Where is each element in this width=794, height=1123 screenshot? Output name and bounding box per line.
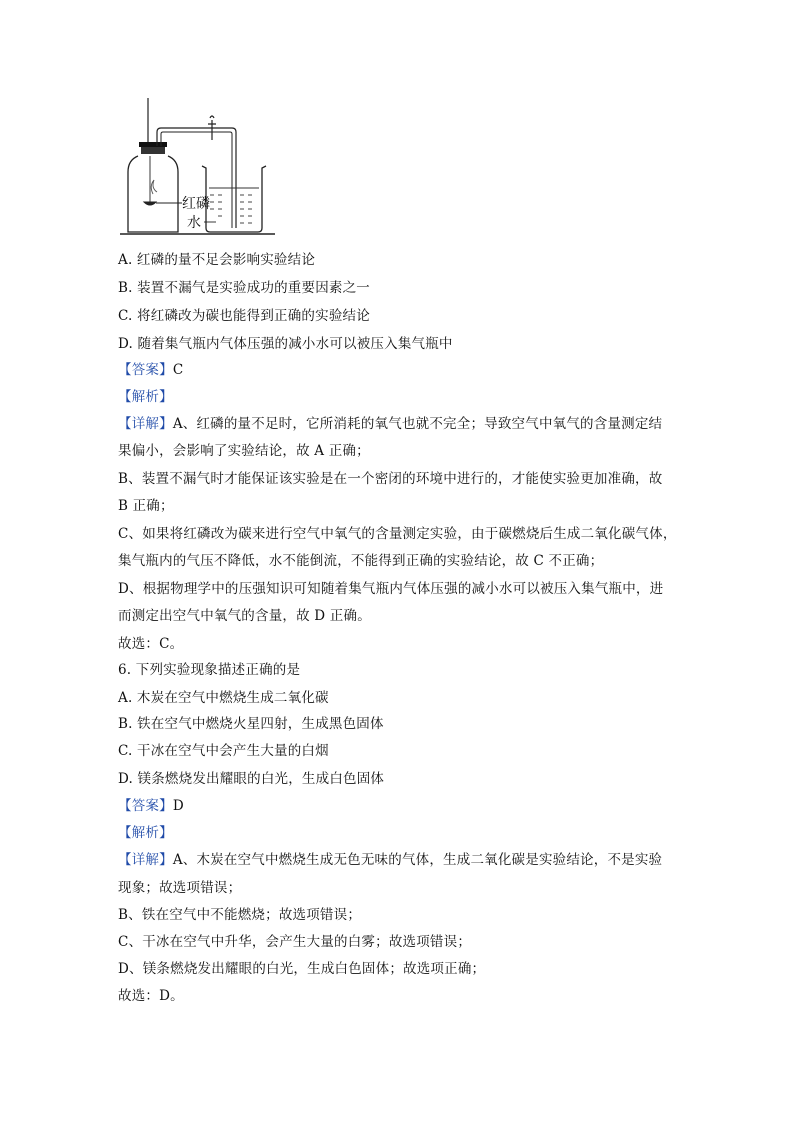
stopper-top (139, 142, 167, 147)
q5-analysis (118, 387, 173, 407)
q5-answer-tag: 【答案】 (118, 362, 173, 378)
q5-option-a: A. 红磷的量不足会影响实验结论 (118, 252, 316, 268)
rubber-stopper (141, 146, 165, 154)
q5-detail-line (118, 414, 662, 434)
q5-option-c: C. 将红磷改为碳也能得到正确的实验结论 (118, 308, 370, 324)
q6-option-b: B. 铁在空气中燃烧火星四射，生成黑色固体 (118, 716, 384, 732)
q6-conclusion: 故选：D。 (118, 988, 184, 1004)
q6-option-c: C. 干冰在空气中会产生大量的白烟 (118, 743, 329, 759)
q6-detail-text: A、木炭在空气中燃烧生成无色无味的气体，生成二氧化碳是实验结论，不是实验 (172, 852, 663, 868)
glass-tube-inner (161, 132, 232, 228)
q6-detail-line: D、镁条燃烧发出耀眼的白光，生成白色固体；故选项正确； (118, 961, 486, 977)
q6-analysis (118, 823, 173, 843)
q6-answer-value: D (172, 798, 184, 814)
q5-detail-line: B 正确； (118, 498, 174, 514)
apparatus-figure (120, 96, 280, 246)
apparatus-diagram (120, 96, 280, 246)
q6-detail-line (118, 850, 662, 870)
flame (151, 180, 157, 194)
label-water: 水 (187, 215, 201, 231)
q5-analysis-tag: 【解析】 (118, 389, 173, 405)
q5-detail-line: 而测定出空气中氧气的含量，故 D 正确。 (118, 608, 371, 624)
q6-answer (118, 796, 184, 816)
q6-analysis-tag: 【解析】 (118, 825, 173, 841)
q5-answer-value: C (172, 362, 184, 378)
q5-detail-text: A、红磷的量不足时，它所消耗的氧气也就不完全；导致空气中氧气的含量测定结 (172, 416, 663, 432)
combustion-spoon (144, 202, 156, 205)
q6-detail-line: C、干冰在空气中升华，会产生大量的白雾；故选项错误； (118, 934, 472, 950)
q6-detail-line: 现象；故选项错误； (118, 880, 242, 896)
label-phosphorus: 红磷 (182, 196, 210, 212)
q5-conclusion: 故选：C。 (118, 636, 184, 652)
q6-option-a: A. 木炭在空气中燃烧生成二氧化碳 (118, 690, 329, 706)
q5-option-d: D. 随着集气瓶内气体压强的减小水可以被压入集气瓶中 (118, 336, 453, 352)
q5-detail-tag: 【详解】 (118, 416, 173, 432)
q5-detail-line: B、装置不漏气时才能保证该实验是在一个密闭的环境中进行的，才能使实验更加准确，故 (118, 471, 663, 487)
q6-detail-tag: 【详解】 (118, 852, 173, 868)
glass-tube-outer (157, 128, 236, 228)
q6-option-d: D. 镁条燃烧发出耀眼的白光，生成白色固体 (118, 771, 385, 787)
water-surface (209, 188, 259, 223)
q5-option-b: B. 装置不漏气是实验成功的重要因素之一 (118, 280, 371, 296)
q6-detail-line: B、铁在空气中不能燃烧；故选项错误； (118, 907, 362, 923)
q5-answer (118, 360, 183, 380)
q5-detail-line: C、如果将红磷改为碳来进行空气中氧气的含量测定实验，由于碳燃烧后生成二氧化碳气体， (118, 526, 677, 542)
q5-detail-line: 果偏小，会影响了实验结论，故 A 正确； (118, 443, 370, 459)
q5-detail-line: D、根据物理学中的压强知识可知随着集气瓶内气体压强的减小水可以被压入集气瓶中，进 (118, 581, 664, 597)
q6-answer-tag: 【答案】 (118, 798, 173, 814)
q6-stem: 6. 下列实验现象描述正确的是 (118, 662, 301, 678)
q5-detail-line: 集气瓶内的气压不降低，水不能倒流，不能得到正确的实验结论，故 C 不正确； (118, 553, 604, 569)
